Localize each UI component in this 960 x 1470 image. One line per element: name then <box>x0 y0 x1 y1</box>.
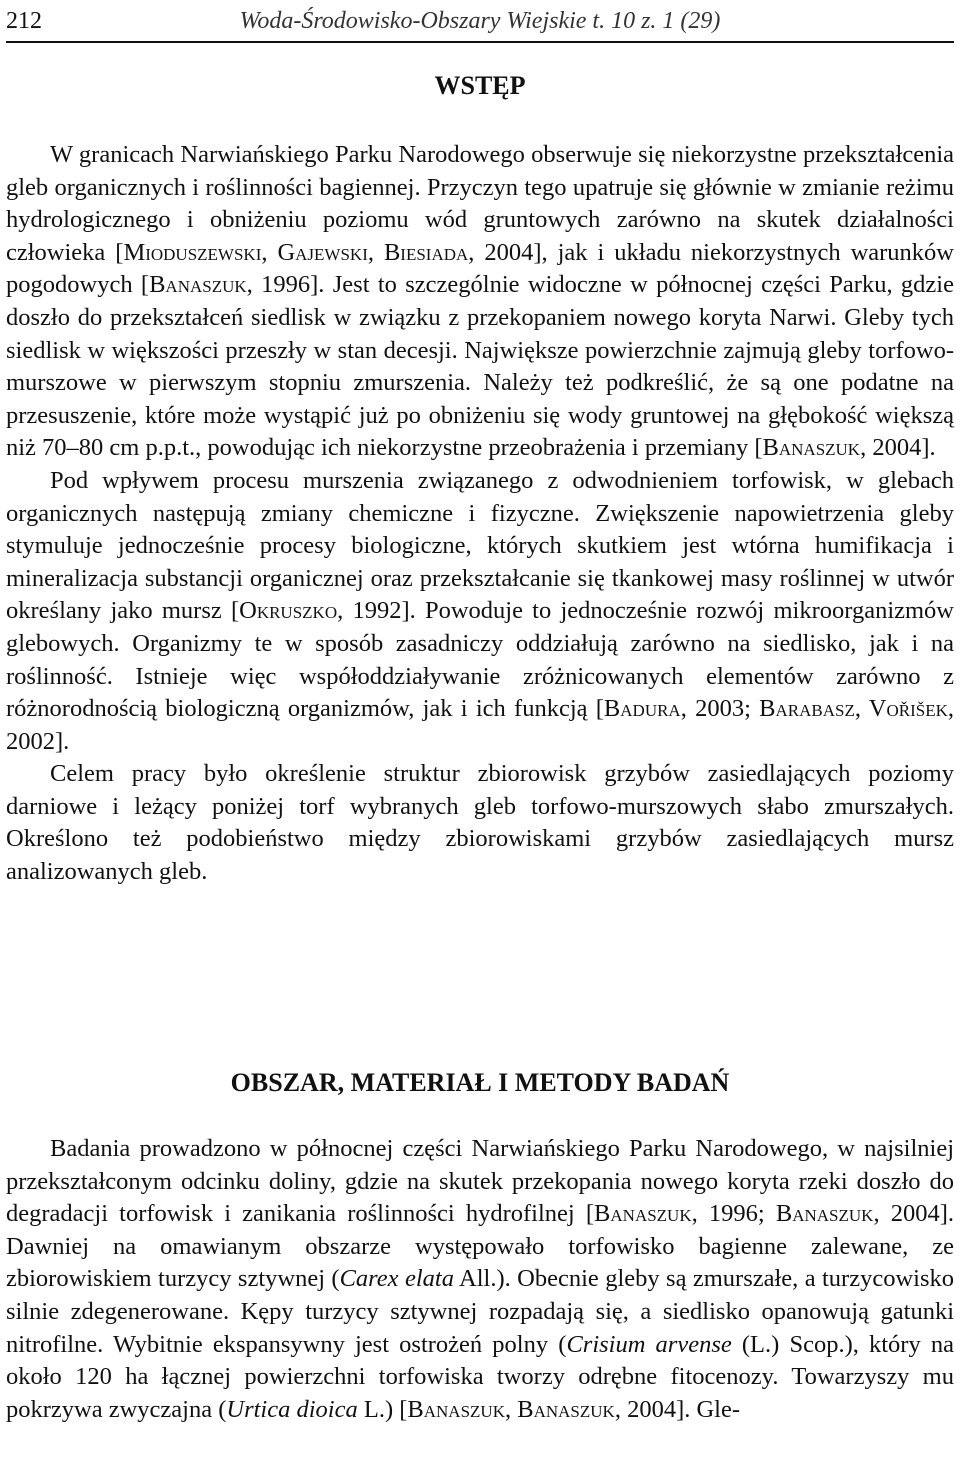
paragraph <box>6 465 954 758</box>
text-run: , 1992]. Powoduje to jednocześnie rozwój mikroorganizmów glebowych. Organizmy te w sposób zasadniczy oddziałują zarówno na siedlisko, jak i na roślinność. Istnieje więc współoddziaływanie zróżnicowanych elementów zarówno z różnorodnością biologiczną organizmów, jak i ich funkcją [ <box>6 597 954 723</box>
section-title-wstep: WSTĘP <box>434 71 526 100</box>
text-run: , 2002]. <box>6 695 954 755</box>
citation-author: Badura <box>603 695 681 723</box>
text-run: (L.) Scop.), który na około 120 ha łącznej powierzchni torfowiska tworzy odrębne fitocenozy. Towarzyszy mu pokrzywa zwyczajna ( <box>6 1330 954 1423</box>
citation-author: Banaszuk <box>594 1200 692 1228</box>
species-name: Urtica dioica <box>226 1395 358 1423</box>
section-body-wstep <box>6 139 954 889</box>
running-header <box>6 4 954 38</box>
citation-author: Banaszuk <box>775 1200 874 1228</box>
citation-author: Mioduszewski, Gajewski, Biesiada <box>123 238 469 266</box>
citation-author: Okruszko <box>239 597 338 625</box>
header-rule <box>6 41 954 43</box>
section-body-methods <box>6 1133 954 1426</box>
text-run: All.). Obecnie gleby są zmurszałe, a turzycowisko silnie zdegenerowane. Kępy turzycy sztywnej rozpadają się, a siedlisko opanowują gatunki nitrofilne. Wybitnie ekspansywny jest ostrożeń polny ( <box>6 1265 954 1358</box>
text-run: , <box>504 1395 518 1423</box>
citation-author: Banaszuk <box>149 271 247 299</box>
paragraph <box>6 1133 954 1426</box>
text-run: , 2004], jak i układu niekorzystnych warunków pogodowych [ <box>6 238 954 299</box>
citation-author: Banaszuk <box>407 1395 505 1423</box>
text-run: , 2004]. Gle- <box>614 1395 741 1423</box>
text-run: W granicach Narwiańskiego Parku Narodowego obserwuje się niekorzystne przekształcenia gleb organicznych i roślinności bagiennej. Przyczyn tego upatruje się głównie w zmianie reżimu hydrologicznego i obniżeniu poziomu wód gruntowych zarówno na skutek działalności człowieka [ <box>6 141 954 266</box>
text-run: , 1996]. Jest to szczególnie widoczne w północnej części Parku, gdzie doszło do przekształceń siedlisk w związku z przekopaniem nowego koryta Narwi. Gleby tych siedlisk w większości przeszły w stan decesji. Największe powierzchnie zajmują gleby torfowo-murszowe w pierwszym stopniu zmurszenia. Należy też podkreślić, że są one podatne na przesuszenie, które może wystąpić już po obniżeniu się wody gruntowej na głębokość większą niż 70–80 cm p.p.t., powodując ich niekorzystne przeobrażenia i przemiany [ <box>6 271 954 462</box>
species-name: Carex elata <box>339 1265 454 1293</box>
paragraph <box>6 139 954 465</box>
page-number: 212 <box>6 8 42 34</box>
citation-author: Barabasz, Vořišek <box>759 695 948 723</box>
text-run: , 2004]. Dawniej na omawianym obszarze występowało torfowisko bagienne zalewane, ze zbiorowiskiem turzycy sztywnej ( <box>6 1200 954 1293</box>
journal-title: Woda-Środowisko-Obszary Wiejskie t. 10 z. 1 (29) <box>239 8 721 34</box>
text-run: , 2004]. <box>860 434 936 462</box>
paragraph: Celem pracy było określenie struktur zbiorowisk grzybów zasiedlających poziomy darniowe i leżący poniżej torf wybranych gleb torfowo-murszowych słabo zmurszałych. Określono też podobieństwo między zbiorowiskami grzybów zasiedlających mursz analizowanych gleb. <box>6 760 954 886</box>
text-run: L.) [ <box>357 1395 408 1423</box>
text-run: Badania prowadzono w północnej części Narwiańskiego Parku Narodowego, w najsilniej przekształconym odcinku doliny, gdzie na skutek przekopania nowego koryta rzeki doszło do degradacji torfowisk i zanikania roślinności hydrofilnej [ <box>6 1135 954 1228</box>
text-run: , 2003; <box>680 695 760 723</box>
citation-author: Banaszuk <box>517 1395 615 1423</box>
text-run: Pod wpływem procesu murszenia związanego z odwodnieniem torfowisk, w glebach organicznych następują zmiany chemiczne i fizyczne. Zwiększenie napowietrzenia gleby stymuluje jednocześnie procesy biologiczne, których skutkiem jest wtórna humifikacja i mineralizacja substancji organicznej oraz przekształcanie się tkankowej masy roślinnej w utwór określany jako mursz [ <box>6 466 954 625</box>
section-title-methods: OBSZAR, MATERIAŁ I METODY BADAŃ <box>230 1068 730 1097</box>
text-run: , 1996; <box>691 1200 776 1228</box>
species-name: Crisium arvense <box>566 1330 732 1358</box>
citation-author: Banaszuk <box>762 434 861 462</box>
